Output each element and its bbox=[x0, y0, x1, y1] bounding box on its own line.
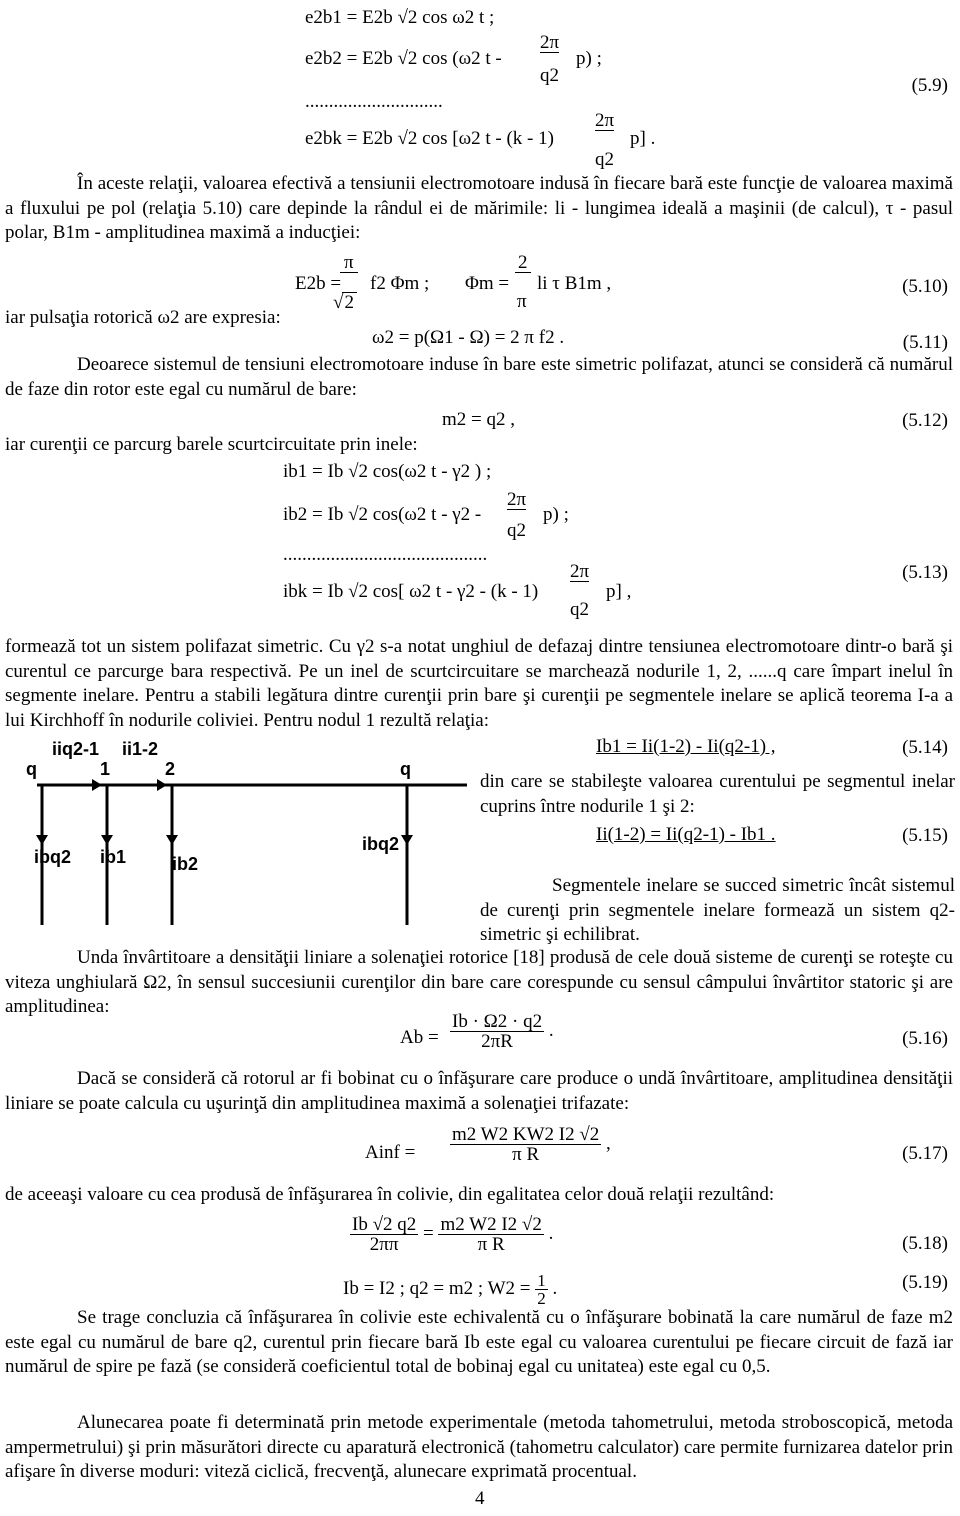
eq-5-9-frac-num: 2π bbox=[540, 32, 560, 53]
arrow-ring-2 bbox=[157, 779, 167, 791]
eq-5-9-line2: e2b2 = E2b √2 cos (ω2 t - bbox=[305, 48, 502, 69]
eq-5-9-line3-end: p] . bbox=[630, 128, 656, 149]
eq-5-19-end: . bbox=[552, 1277, 558, 1299]
diagram-label-ii12: ii1-2 bbox=[122, 739, 159, 759]
eq-5-9-line1: e2b1 = E2b √2 cos ω2 t ; bbox=[305, 7, 495, 28]
eq-5-16-num: Ib · Ω2 · q2 bbox=[452, 1011, 543, 1032]
eq-5-16-end: . bbox=[548, 1019, 554, 1041]
eq-5-9-frac-den: q2 bbox=[540, 65, 559, 86]
eq-5-19 bbox=[343, 1272, 557, 1307]
paragraph-4: iar curenţii ce parcurg barele scurtcircuitate prin inele: bbox=[5, 434, 418, 455]
diagram-label-ib1: ib1 bbox=[100, 847, 127, 867]
eq-5-9-frac2-num: 2π bbox=[595, 110, 615, 131]
eq-5-18-den1: 2ππ bbox=[369, 1234, 399, 1255]
eq-5-9-number: (5.9) bbox=[911, 75, 948, 96]
eq-5-17-num: m2 W2 KW2 I2 √2 bbox=[452, 1124, 600, 1145]
eq-5-16-number: (5.16) bbox=[902, 1028, 948, 1049]
paragraph-2: iar pulsaţia rotorică ω2 are expresia: bbox=[5, 307, 281, 328]
paragraph-1: În aceste relaţii, valoarea efectivă a tensiunii electromotoare indusă în fiecare bară este funcţie de valoarea maximă a fluxului pe pol (relaţia 5.10) care depinde la rândul ei de mărimile: li - lungimea ideală a maşinii (de calcul), τ - pasul polar, B1m - amplitudinea maximă a inducţiei: bbox=[5, 173, 953, 243]
paragraph-8: Unda învârtitoare a densităţii liniare a solenaţiei rotorice [18] produsă de cele două sisteme de curenţi se roteşte cu viteza unghiulară Ω2, în sensul succesiunii curenţilor din bare care corespunde cu sensul câmpului învârtitor statoric şi are amplitudinea: bbox=[5, 947, 953, 1017]
eq-5-13-frac2-num: 2π bbox=[570, 561, 590, 582]
paragraph-5: formează tot un sistem polifazat simetric. Cu γ2 s-a notat unghiul de defazaj dintre tensiunea electromotoare dintr-o bară şi curentul ce parcurge bara respectivă. Pe un inel de scurtcircuitare se marchează nodurile 1, 2, ......q care împart inelul în segmente inelare. Pentru a stabili legătura dintre curenţii prin bare şi curenţii pe segmentele inelare se aplică teorema I-a a lui Kirchhoff în nodurile coliviei. Pentru nodul 1 rezultă relaţia: bbox=[5, 636, 953, 731]
eq-5-15-number: (5.15) bbox=[902, 825, 948, 846]
eq-5-10-number: (5.10) bbox=[902, 276, 948, 297]
eq-5-9-dots: ............................. bbox=[305, 91, 443, 112]
eq-5-13-line3: ibk = Ib √2 cos[ ω2 t - γ2 - (k - 1) bbox=[283, 581, 539, 602]
eq-5-18 bbox=[350, 1215, 553, 1254]
arrow-bar-2 bbox=[166, 835, 178, 845]
eq-5-13-line2: ib2 = Ib √2 cos(ω2 t - γ2 - bbox=[283, 504, 482, 525]
eq-5-13-frac-den: q2 bbox=[507, 520, 526, 541]
eq-5-18-end: . bbox=[548, 1222, 554, 1244]
arrow-ring-1 bbox=[92, 779, 102, 791]
eq-5-13-frac-num: 2π bbox=[507, 489, 527, 510]
eq-5-13-number: (5.13) bbox=[902, 562, 948, 583]
eq-5-17-fraction bbox=[450, 1125, 611, 1164]
page-number: 4 bbox=[475, 1488, 485, 1509]
eq-5-13-line3-end: p] , bbox=[606, 581, 632, 602]
eq-5-19-half-num: 1 bbox=[537, 1271, 546, 1290]
cage-rotor-diagram bbox=[22, 735, 472, 935]
eq-5-9-line3: e2bk = E2b √2 cos [ω2 t - (k - 1) bbox=[305, 128, 554, 149]
eq-5-10-pi-den: π bbox=[517, 291, 527, 312]
eq-5-17-end: , bbox=[606, 1132, 611, 1154]
eq-5-19-number: (5.19) bbox=[902, 1272, 948, 1293]
paragraph-12: Alunecarea poate fi determinată prin metode experimentale (metoda tahometrului, metoda stroboscopică, metoda ampermetrului) şi prin măsurători directe cu aparatură electronică (tahometru calculator) care permite furnizarea datelor prin afişare în diverse moduri: viteză ciclică, frecvenţă, alunecare exprimată procentual. bbox=[5, 1412, 953, 1482]
eq-5-13-frac2-den: q2 bbox=[570, 599, 589, 620]
eq-5-10-pi: π bbox=[340, 253, 358, 273]
eq-5-10-rhs: li τ B1m , bbox=[537, 273, 612, 294]
eq-5-14-number: (5.14) bbox=[902, 737, 948, 758]
arrow-bar-1 bbox=[101, 835, 113, 845]
eq-5-18-number: (5.18) bbox=[902, 1233, 948, 1254]
eq-5-16-fraction bbox=[450, 1012, 554, 1051]
paragraph-6: din care se stabileşte valoarea curentului pe segmentul inelar cuprins între nodurile 1 şi 2: bbox=[480, 771, 955, 817]
diagram-label-ibq: ibq2 bbox=[34, 847, 72, 867]
diagram-label-ibq-right: ibq2 bbox=[362, 834, 400, 854]
paragraph-9: Dacă se consideră că rotorul ar fi bobinat cu o înfăşurare care produce o undă învârtitoare, amplitudinea densităţii liniare se poate calcula cu uşurinţă din amplitudinea maximă a solenaţiei trifazate: bbox=[5, 1068, 953, 1114]
eq-5-10-sqrt2: √ 2 bbox=[340, 292, 357, 312]
eq-5-13-line1: ib1 = Ib √2 cos(ω2 t - γ2 ) ; bbox=[283, 461, 492, 482]
diagram-label-1: 1 bbox=[100, 759, 111, 779]
eq-5-14: Ib1 = Ii(1-2) - Ii(q2-1) , bbox=[596, 736, 776, 757]
paragraph-10: de aceeaşi valoare cu cea produsă de înfăşurarea în colivie, din egalitatea celor două relaţii rezultând: bbox=[5, 1184, 775, 1205]
arrow-bar-q-right bbox=[401, 835, 413, 845]
eq-5-17-lhs: Ainf = bbox=[365, 1142, 416, 1163]
eq-5-10-lhs: E2b = bbox=[295, 273, 342, 294]
eq-5-11-number: (5.11) bbox=[902, 332, 948, 353]
eq-5-10-phi: Φm = bbox=[465, 273, 510, 294]
eq-5-9-frac2-den: q2 bbox=[595, 149, 614, 170]
eq-5-16-lhs: Ab = bbox=[400, 1027, 439, 1048]
eq-5-16-den: 2πR bbox=[481, 1031, 513, 1052]
eq-5-12: m2 = q2 , bbox=[442, 409, 515, 430]
diagram-label-q-right: q bbox=[400, 759, 411, 779]
paragraph-11: Se trage concluzia că înfăşurarea în colivie este echivalentă cu o înfăşurare bobinată la care numărul de faze m2 este egal cu numărul de bare q2, curentul prin fiecare bară Ib este egal cu valoarea curentului pe fiecare circuit de fază iar numărul de spire pe fază (se consideră coeficientul total de bobinaj egal cu unitatea) este egal cu 0,5. bbox=[5, 1307, 953, 1377]
eq-5-18-num2: m2 W2 I2 √2 bbox=[440, 1214, 542, 1235]
eq-5-18-equals: = bbox=[423, 1222, 434, 1244]
paragraph-7: Segmentele inelare se succed simetric încât sistemul de curenţi prin segmentele inelare formează un sistem q2-simetric şi echilibrat. bbox=[480, 875, 955, 945]
eq-5-13-line2-end: p) ; bbox=[543, 504, 569, 525]
eq-5-9-line2-end: p) ; bbox=[576, 48, 602, 69]
eq-5-18-num1: Ib √2 q2 bbox=[352, 1214, 417, 1235]
eq-5-17-den: π R bbox=[512, 1144, 540, 1165]
diagram-label-iiq: iiq2-1 bbox=[52, 739, 100, 759]
eq-5-19-body: Ib = I2 ; q2 = m2 ; W2 = bbox=[343, 1277, 531, 1299]
eq-5-19-half-den: 2 bbox=[537, 1289, 546, 1308]
eq-5-11: ω2 = p(Ω1 - Ω) = 2 π f2 . bbox=[372, 327, 565, 348]
eq-5-13-dots: ........................................... bbox=[283, 544, 488, 565]
eq-5-17-number: (5.17) bbox=[902, 1143, 948, 1164]
eq-5-12-number: (5.12) bbox=[902, 410, 948, 431]
eq-5-18-den2: π R bbox=[477, 1234, 505, 1255]
paragraph-3: Deoarece sistemul de tensiuni electromotoare induse în bare este simetric polifazat, atunci se consideră că numărul de faze din rotor este egal cu numărul de bare: bbox=[5, 354, 953, 400]
diagram-label-ib2: ib2 bbox=[172, 854, 199, 874]
eq-5-15: Ii(1-2) = Ii(q2-1) - Ib1 . bbox=[596, 824, 776, 845]
diagram-label-2: 2 bbox=[165, 759, 176, 779]
eq-5-10-two: 2 bbox=[515, 253, 531, 273]
arrow-bar-q bbox=[36, 835, 48, 845]
diagram-label-q: q bbox=[26, 759, 37, 779]
eq-5-10-mid: f2 Φm ; bbox=[370, 273, 430, 294]
